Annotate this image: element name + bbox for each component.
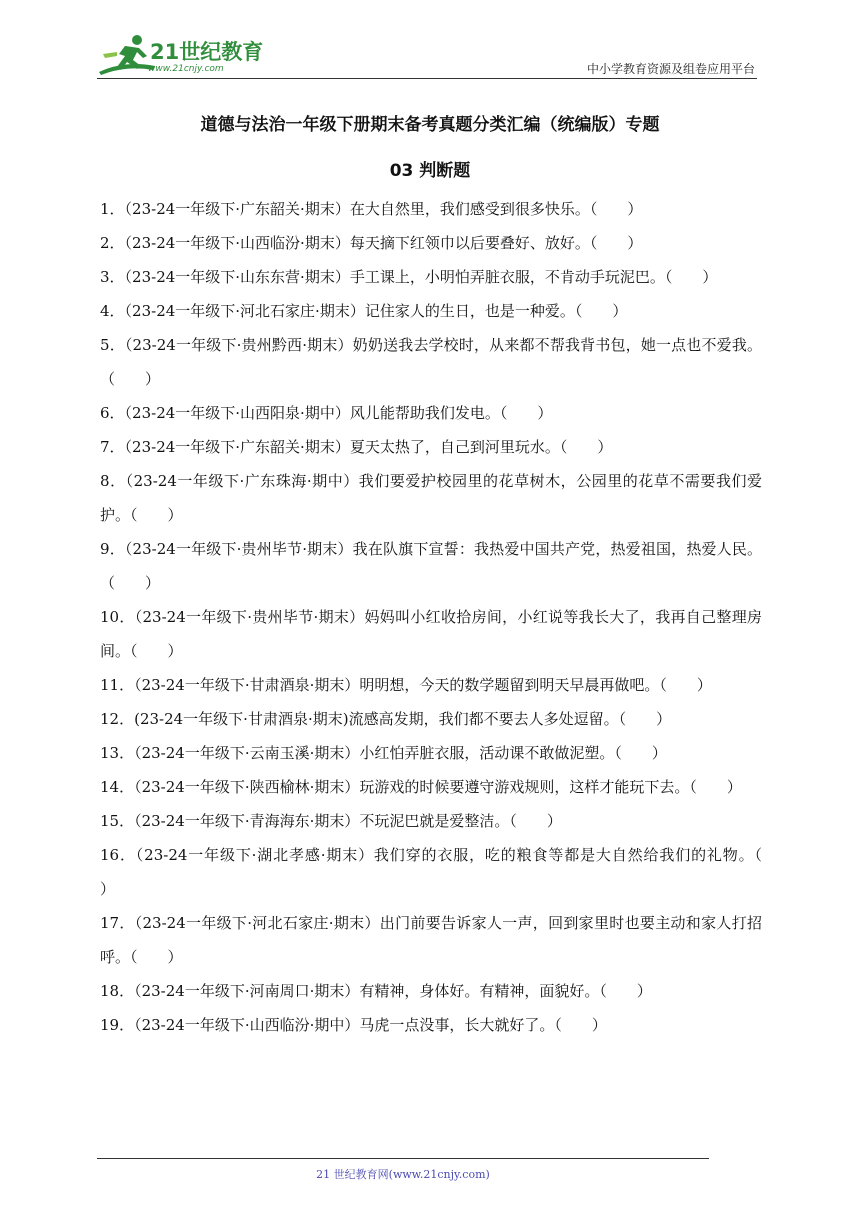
document-title: 道德与法治一年级下册期末备考真题分类汇编（统编版）专题 [200, 115, 660, 135]
header-tagline: 中小学教育资源及组卷应用平台 [586, 62, 755, 76]
question-item: 13．（23-24一年级下·云南玉溪·期末）小红怕弄脏衣服，活动课不敢做泥塑。（ ） [100, 744, 667, 762]
question-item: 6．（23-24一年级下·山西阳泉·期中）风儿能帮助我们发电。（ ） [100, 404, 553, 422]
question-item: 12．(23-24一年级下·甘肃酒泉·期末)流感高发期，我们都不要去人多处逗留。（ ） [100, 710, 672, 728]
logo-url: www.21cnjy.com [148, 64, 224, 74]
question-item: 16．（23-24一年级下·湖北孝感·期末）我们穿的衣服，吃的粮食等都是大自然给我们的礼物。（ ） [100, 846, 793, 898]
question-item: 18．（23-24一年级下·河南周口·期末）有精神，身体好。有精神，面貌好。（ ） [100, 982, 652, 1000]
question-item: 7．（23-24一年级下·广东韶关·期末）夏天太热了，自己到河里玩水。（ ） [100, 438, 613, 456]
question-item: 14．（23-24一年级下·陕西榆林·期末）玩游戏的时候要遵守游戏规则，这样才能玩下去。（ ） [100, 778, 742, 796]
document-subtitle: 03 判断题 [389, 161, 471, 181]
header-divider [97, 78, 757, 79]
page-header [0, 0, 860, 90]
question-item: 11．（23-24一年级下·甘肃酒泉·期末）明明想，今天的数学题留到明天早晨再做吧。（ ） [100, 676, 712, 694]
question-list [100, 192, 793, 1042]
question-item: 3．（23-24一年级下·山东东营·期末）手工课上，小明怕弄脏衣服，不肯动手玩泥巴。（ ） [100, 268, 718, 286]
question-item: 19．（23-24一年级下·山西临汾·期中）马虎一点没事，长大就好了。（ ） [100, 1016, 607, 1034]
question-item: 15．（23-24一年级下·青海海东·期末）不玩泥巴就是爱整洁。（ ） [100, 812, 562, 830]
question-item: 2．（23-24一年级下·山西临汾·期末）每天摘下红领巾以后要叠好、放好。（ ） [100, 234, 643, 252]
question-item: 17．（23-24一年级下·河北石家庄·期末）出门前要告诉家人一声，回到家里时也要主动和家人打招呼。（ ） [100, 914, 762, 966]
question-item: 9．（23-24一年级下·贵州毕节·期末）我在队旗下宣誓：我热爱中国共产党，热爱祖国，热爱人民。（ ） [100, 540, 762, 592]
question-item: 1．（23-24一年级下·广东韶关·期末）在大自然里，我们感受到很多快乐。（ ） [100, 200, 643, 218]
question-item: 8．（23-24一年级下·广东珠海·期中）我们要爱护校园里的花草树木，公园里的花草不需要我们爱护。（ ） [100, 472, 762, 524]
footer-divider [97, 1158, 709, 1159]
footer-link[interactable]: 21 世纪教育网(www.21cnjy.com) [316, 1168, 490, 1181]
question-item: 4．（23-24一年级下·河北石家庄·期末）记住家人的生日，也是一种爱。（ ） [100, 302, 628, 320]
question-item: 10．（23-24一年级下·贵州毕节·期末）妈妈叫小红收拾房间，小红说等我长大了，我再自己整理房间。（ ） [100, 608, 762, 660]
logo-wordmark: 21世纪教育 [150, 40, 264, 64]
question-item: 5．（23-24一年级下·贵州黔西·期末）奶奶送我去学校时，从来都不帮我背书包，她一点也不爱我。（ ） [100, 336, 762, 388]
